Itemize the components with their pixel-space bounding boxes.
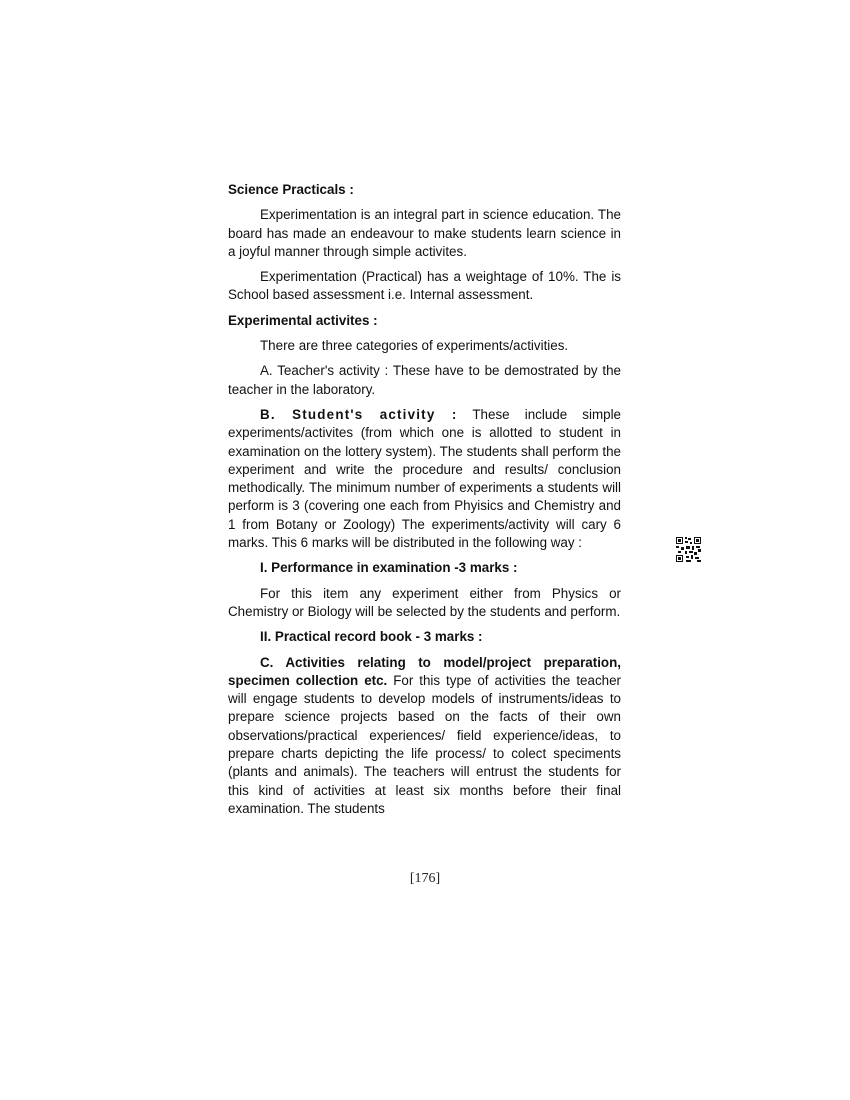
paragraph-weightage: Experimentation (Practical) has a weightage of 10%. The is School based assessment i.e. Internal assessment. xyxy=(228,269,621,303)
model-project-text: For this type of activities the teacher will engage students to develop models of instruments/ideas to prepare science projects based on the facts of their own observations/practical experiences/ field experience/ideas, to prepare charts depicting the life process/ to colect speciments (plants and animals). The teachers will entrust the students for this kind of activities at least six months before their final examination. The students xyxy=(228,672,621,816)
paragraph-teacher-activity: A. Teacher's activity : These have to be demostrated by the teacher in the laboratory. xyxy=(228,363,621,397)
qr-code-icon xyxy=(676,537,701,562)
subheading-performance: I. Performance in examination -3 marks : xyxy=(260,560,518,576)
student-activity-text: These include simple experiments/activites (from which one is allotted to student in examination on the lottery system). The students shall perform the experiment and write the procedure and results/ conclusion methodically. The minimum number of experiments a students will perform is 3 (covering one each from Phyisics and Chemistry and 1 from Botany or Zoology) The experiments/activity will cary 6 marks. This 6 marks will be distributed in the following way : xyxy=(228,406,621,551)
page-text-column xyxy=(228,181,621,825)
heading-science-practicals: Science Practicals : xyxy=(228,182,354,197)
student-activity-lead: B. Student's activity : xyxy=(260,406,458,422)
page-number: [176] xyxy=(409,871,441,886)
paragraph-categories: There are three categories of experiments/activities. xyxy=(260,338,569,354)
heading-experimental-activities: Experimental activites : xyxy=(228,312,378,328)
paragraph-intro: Experimentation is an integral part in science education. The board has made an endeavour to make students learn science in a joyful manner through simple activites. xyxy=(228,207,621,259)
paragraph-performance: For this item any experiment either from Physics or Chemistry or Biology will be selected by the students and perform. xyxy=(228,585,621,619)
paragraph-student-activity xyxy=(228,406,621,552)
paragraph-model-project xyxy=(228,654,621,819)
model-project-lead: C. Activities relating to model/project preparation, specimen collection etc. xyxy=(228,654,621,688)
subheading-record-book: II. Practical record book - 3 marks : xyxy=(260,629,483,645)
